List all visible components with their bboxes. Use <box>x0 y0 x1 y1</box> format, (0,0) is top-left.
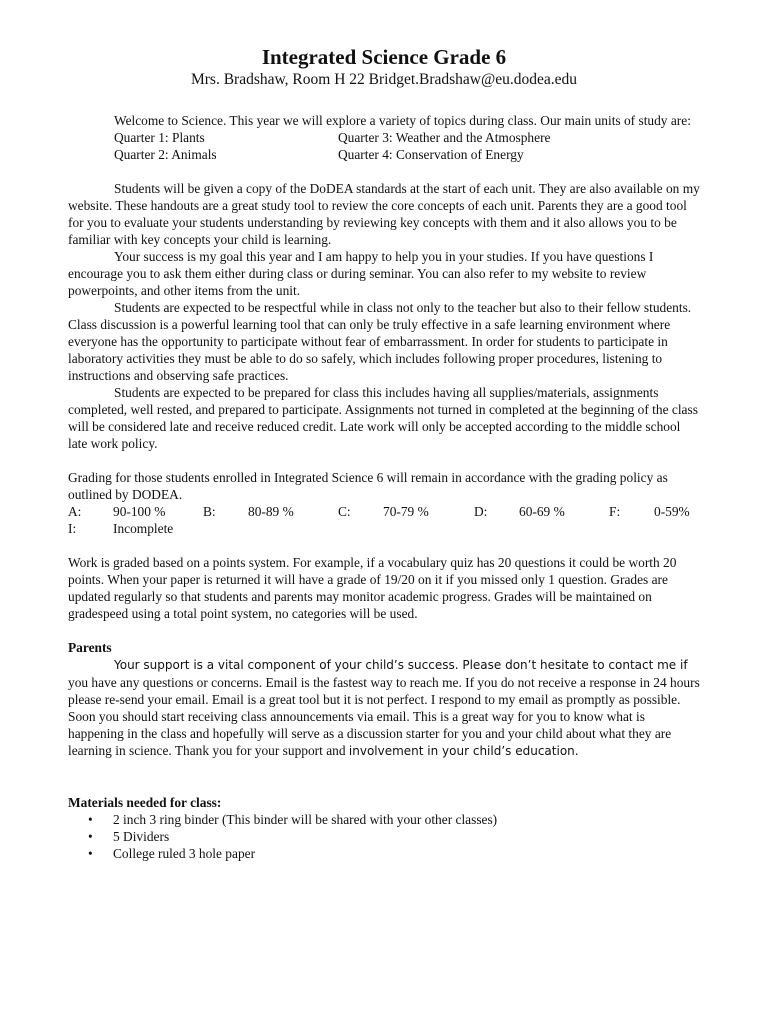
spacer <box>68 163 700 180</box>
teacher-contact: Mrs. Bradshaw, Room H 22 Bridget.Bradshaw@eu.dodea.edu <box>190 71 578 88</box>
grade-range-c: 70-79 % <box>383 504 429 519</box>
parents-paragraph <box>68 656 700 760</box>
bullet-icon: • <box>88 812 93 827</box>
material-binder: 2 inch 3 ring binder (This binder will be shared with your other classes) <box>113 812 498 827</box>
grading-incomplete <box>68 520 700 537</box>
grade-letter-i: I: <box>68 521 77 536</box>
parents-lead: Your support is a vital component of your child’s success. Please don’t hesitate to contact me if <box>114 658 688 672</box>
spacer <box>68 760 700 777</box>
material-dividers: 5 Dividers <box>113 829 170 844</box>
spacer <box>68 452 700 469</box>
quarter-3: Quarter 3: Weather and the Atmosphere <box>338 130 551 145</box>
parents-tail: involvement in your child’s education. <box>348 744 579 758</box>
document-page <box>68 44 700 862</box>
success-paragraph: Your success is my goal this year and I am happy to help you in your studies. If you have questions I encourage you to ask them either during class or during seminar. You can also refer to my website to review powerpoints, and other items from the unit. <box>68 249 654 298</box>
spacer <box>68 622 700 639</box>
list-item <box>68 811 700 828</box>
quarter-units <box>68 129 700 163</box>
grade-range-a: 90-100 % <box>113 504 166 519</box>
quarter-4: Quarter 4: Conservation of Energy <box>338 147 524 162</box>
prepared-paragraph: Students are expected to be prepared for class this includes having all supplies/materials, assignments completed, well rested, and prepared to participate. Assignments not turned in completed at the beginning of the class will be considered late and receive reduced credit. Late work will only be accepted according to the middle school late work policy. <box>68 385 698 451</box>
bullet-icon: • <box>88 829 93 844</box>
points-paragraph: Work is graded based on a points system. For example, if a vocabulary quiz has 20 questions it could be worth 20 points. When your paper is returned it will have a grade of 19/20 on it if you missed only 1 question. Grades are updated regularly so that students and parents may monitor academic progress. Grades will be maintained on gradespeed using a total point system, no categories will be used. <box>68 555 677 621</box>
quarter-2: Quarter 2: Animals <box>114 147 217 162</box>
grading-intro: Grading for those students enrolled in Integrated Science 6 will remain in accordance with the grading policy as outlined by DODEA. <box>68 470 668 502</box>
grade-range-d: 60-69 % <box>519 504 565 519</box>
material-paper: College ruled 3 hole paper <box>113 846 256 861</box>
grade-range-i: Incomplete <box>113 521 174 536</box>
grade-range-b: 80-89 % <box>248 504 294 519</box>
parents-body: you have any questions or concerns. Email is the fastest way to reach me. If you do not receive a response in 24 hours please re-send your email. Email is a great tool but it is not perfect. I respond to my email as promptly as possible. Soon you should start receiving class announcements via email. This is a great way for you to know what is happening in the class and hopefully will serve as a discussion starter for you and your child about what they are learning in science. Thank you for your support and <box>68 675 700 758</box>
grade-letter-a: A: <box>68 504 82 519</box>
grade-letter-c: C: <box>338 504 351 519</box>
quarter-1: Quarter 1: Plants <box>114 130 205 145</box>
respect-paragraph: Students are expected to be respectful while in class not only to the teacher but also to their fellow students. Class discussion is a powerful learning tool that can only be truly effective in a safe learning environment where everyone has the opportunity to participate without fear of embarrassment. In order for students to participate in laboratory activities they must be able to do so safely, which includes following proper procedures, listening to instructions and observing safe practices. <box>68 300 692 383</box>
parents-heading: Parents <box>68 640 112 655</box>
grade-letter-b: B: <box>203 504 216 519</box>
grade-letter-f: F: <box>609 504 621 519</box>
page-title: Integrated Science Grade 6 <box>261 45 507 69</box>
materials-heading: Materials needed for class: <box>68 795 222 810</box>
bullet-icon: • <box>88 846 93 861</box>
grading-scale <box>68 503 700 520</box>
intro-paragraph: Welcome to Science. This year we will explore a variety of topics during class. Our main units of study are: <box>114 113 691 128</box>
list-item <box>68 828 700 845</box>
spacer <box>68 537 700 554</box>
materials-list <box>68 811 700 862</box>
standards-paragraph: Students will be given a copy of the DoDEA standards at the start of each unit. They are also available on my website. These handouts are a great study tool to review the core concepts of each unit. Parents they are a good tool for you to evaluate your students understanding by reviewing key concepts with them and it also allows you to be familiar with key concepts your child is learning. <box>68 181 700 247</box>
spacer <box>68 777 700 794</box>
list-item <box>68 845 700 862</box>
grade-range-f: 0-59% <box>654 504 690 519</box>
grade-letter-d: D: <box>474 504 488 519</box>
